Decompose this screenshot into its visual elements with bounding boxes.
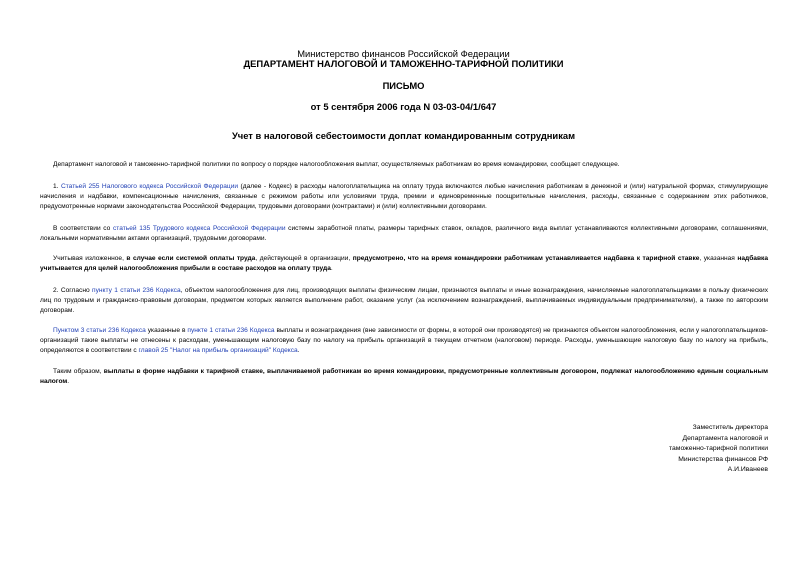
link-article-236-p3[interactable]: Пунктом 3 статьи 236 Кодекса — [53, 327, 146, 334]
paragraph-2-text-a: В соответствии со — [53, 225, 113, 232]
paragraph-conclusion-text-a: Таким образом, — [53, 368, 104, 375]
paragraph-5-text-a: указанные в — [145, 327, 188, 334]
signature-line-3: таможенно-тарифной политики — [668, 445, 768, 453]
signature-line-1: Заместитель директора — [692, 424, 768, 431]
paragraph-5-text-b: выплаты и вознаграждения (вне зависимости от формы, в которой они производятся) не признаются объектом налогообложения, если у налогоплательщиков-организаций такие выплаты не отнесены к расходам, уменьшающим налоговую базу по налогу на прибыль организаций в текущем отчетном (налоговом) периоде. Расходы, уменьшающие налоговую базу по налогу на прибыль, определяются в соответствии с — [40, 327, 769, 355]
ministry-heading: Министерство финансов Российской Федерации — [297, 48, 510, 59]
paragraph-3-text-e: . — [330, 265, 333, 273]
signature-name: А.И.Иванеев — [727, 466, 768, 474]
paragraph-4-text-a: 2. Согласно — [53, 287, 93, 294]
paragraph-3 — [40, 254, 768, 274]
paragraph-2-text-b: системы заработной платы, размеры тарифных ставок, окладов, различного вида выплат устанавливаются коллективными договорами, соглашениями, локальными нормативными актами организаций, трудовыми договорами. — [40, 225, 768, 243]
signature-line-2: Департамента налоговой и — [682, 434, 768, 442]
paragraph-3-text-d: , указанная — [699, 255, 738, 262]
link-article-236-p1[interactable]: пункту 1 статьи 236 Кодекса — [92, 287, 181, 294]
paragraph-4-text-b: , объектом налогообложения для лиц, производящих выплаты физическим лицам, признаются выплаты и иные вознаграждения, начисляемые налогоплательщиками в пользу физических лиц по трудовым и гражданско-правовым договорам, предметом которых является выполнение работ, оказание услуг (за исключением вознаграждений, выплачиваемых индивидуальным предпринимателям), а также по авторским договорам. — [40, 287, 768, 315]
paragraph-5 — [40, 326, 768, 357]
paragraph-intro-text: Департамент налоговой и таможенно-тарифной политики по вопросу о порядке налогообложения выплат, осуществляемых работникам во время командировки, сообщает следующее. — [53, 161, 620, 168]
paragraph-4 — [40, 286, 768, 317]
paragraph-1-text: (далее - Кодекс) в расходы налогоплательщика на оплату труда включаются любые начисления работникам в денежной и (или) натуральной формах, стимулирующие начисления и надбавки, компенсационные начисления, связанные с режимом работы или условиями труда, премии и единовременные поощрительные начисления, расходы, связанные с содержанием этих работников, предусмотренные нормами законодательства Российской Федерации, трудовыми договорами (контрактами) и (или) коллективными договорами. — [40, 183, 768, 211]
paragraph-3-bold-3: надбавка учитывается для целей налогообложения прибыли в составе расходов на оплату труда — [40, 255, 768, 273]
paragraph-3-text-a: Учитывая изложенное, — [53, 255, 127, 262]
document-title: Учет в налоговой себестоимости доплат командированным сотрудникам — [231, 130, 576, 141]
paragraph-conclusion-text-c: . — [67, 378, 70, 386]
document-type: ПИСЬМО — [382, 80, 425, 91]
paragraph-conclusion — [40, 367, 768, 387]
paragraph-3-bold-2: предусмотрено, что на время командировки работникам устанавливается надбавка к тарифной ставке — [352, 255, 700, 262]
signature-block — [568, 423, 768, 476]
link-article-255[interactable]: Статьей 255 Налогового кодекса Российской Федерации — [60, 183, 239, 190]
paragraph-3-bold-1: в случае если системой оплаты труда — [126, 255, 256, 262]
paragraph-5-text-c: . — [297, 347, 300, 355]
link-article-236-p1-b[interactable]: пункте 1 статьи 236 Кодекса — [187, 327, 275, 334]
signature-line-4: Министерства финансов РФ — [678, 455, 768, 463]
department-heading: ДЕПАРТАМЕНТ НАЛОГОВОЙ И ТАМОЖЕННО-ТАРИФНОЙ ПОЛИТИКИ — [243, 58, 564, 69]
paragraph-conclusion-bold: выплаты в форме надбавки к тарифной ставке, выплачиваемой работникам во время командировки, предусмотренные коллективным договором, подлежат налогообложению единым социальным налогом — [40, 368, 768, 386]
document-date-number: от 5 сентября 2006 года N 03-03-04/1/647 — [310, 101, 497, 112]
paragraph-3-text-c: , действующей в организации, — [255, 255, 353, 262]
paragraph-2 — [40, 224, 768, 244]
paragraph-intro — [40, 160, 768, 170]
link-chapter-25[interactable]: главой 25 "Налог на прибыль организаций" Кодекса — [138, 347, 298, 355]
paragraph-1-number: 1. — [53, 183, 61, 190]
link-article-135[interactable]: статьей 135 Трудового кодекса Российской Федерации — [113, 225, 286, 232]
paragraph-1 — [40, 182, 768, 213]
